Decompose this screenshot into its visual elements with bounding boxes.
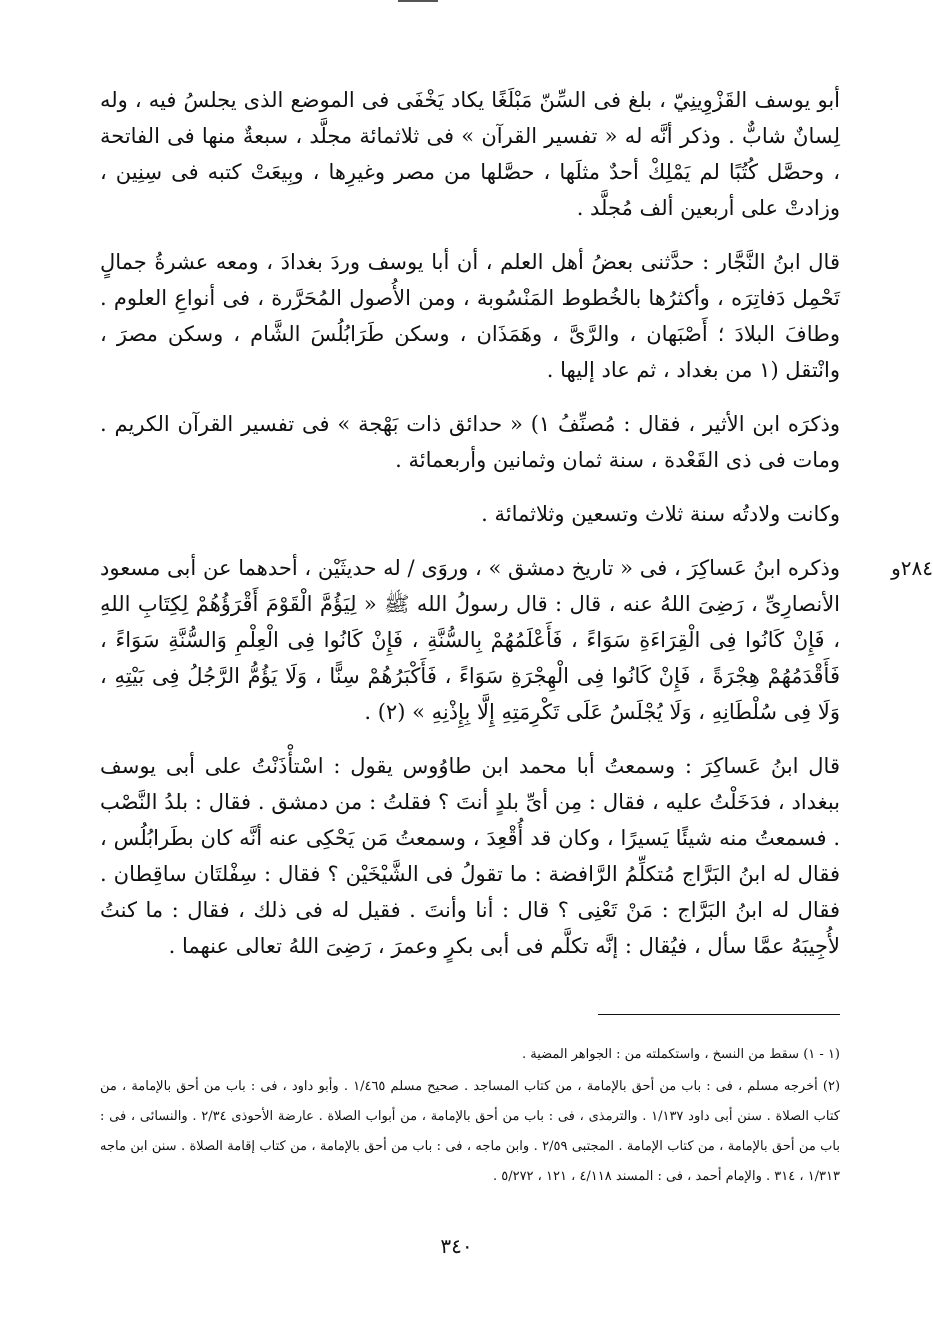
paragraph: قال ابنُ النَّجَّار : حدَّثنى بعضُ أهل العلم ، أن أبا يوسف وردَ بغدادَ ، ومعه عشرةُ جمالٍ تَحْمِل دَفاتِرَه ، وأكثرُها بالخُطوط المَنْسُوبة ، ومن الأُصول المُحَرَّرة ، فى أنواعِ العلوم . وطافَ البلادَ ؛ أَصْبَهان ، والرَّىَّ ، وهَمَذَان ، وسكن طَرَابُلُسَ الشَّام ، وسكن مصرَ ، وانْتقل (١ من بغداد ، ثم عاد إليها .: [100, 250, 840, 382]
footnote-separator: [598, 1014, 840, 1015]
hadith-paragraph-wrapper: [100, 550, 933, 730]
main-text: [100, 82, 933, 982]
footnotes: [100, 1040, 840, 1194]
paragraph: وكانت ولادتُه سنة ثلاث وتسعين وثلاثمائة .: [481, 502, 840, 526]
paragraph: أبو يوسف القَزْوِينِيّ ، بلغ فى السِّنّ مَبْلَغًا يكاد يَخْفَى فى الموضع الذى يجلسُ فيه ، وله لِسانٌ شابٌّ . وذكر أنَّه له « تفسير القرآن » فى ثلاثمائة مجلَّد ، سبعةٌ منها فى الفاتحة ، وحصَّل كُتُبًا لم يَمْلِكْ أحدٌ مثلَها ، حصَّلها من مصر وغيرِها ، وبِيعَتْ كتبه فى سِنِين ، وزادتْ على أربعين ألف مُجلَّد .: [100, 88, 840, 220]
manuscript-folio-marker: ٢٨٤و: [891, 556, 933, 580]
top-rule: [398, 0, 438, 2]
paragraph: قال ابنُ عَساكِرَ : وسمعتُ أبا محمد ابن طاوُوس يقول : اسْتأْذَنْتُ على أبى يوسف ببغداد ، فدَخَلْتُ عليه ، فقال : مِن أىِّ بلدٍ أنتَ ؟ فقلتُ : من دمشق . فقال : بلدُ النَّصْب . فسمعتُ منه شيئًا يَسيرًا ، وكان قد أُقْعِدَ ، وسمعتُ مَن يَحْكِى عنه أنَّه كان بطَرابُلُس ، فقال له ابنُ البَرَّاج مُتكلِّمُ الرَّافضة : ما تقولُ فى الشَّيْخَيْن ؟ فقال : سِفْلتَان ساقِطان . فقال له ابنُ البَرَّاج : مَنْ تَعْنِى ؟ قال : أنا وأنتَ . فقيل له فى ذلك ، فقال : ما كنتُ لأُجِيبَهُ عمَّا سأل ، فيُقال : إنَّه تكلَّم فى أبى بكرٍ وعمرَ ، رَضِىَ اللهُ تعالى عنهما .: [100, 754, 840, 958]
footnote: (٢) أخرجه مسلم ، فى : باب من أحق بالإمامة ، من كتاب المساجد . صحيح مسلم ١/٤٦٥ . وأبو داود ، فى : باب من أحق بالإمامة ، من كتاب الصلاة . سنن أبى داود ١/١٣٧ . والترمذى ، فى : باب من أحق بالإمامة ، من أبواب الصلاة . عارضة الأحوذى ٢/٣٤ . والنسائى ، فى : باب من أحق بالإمامة ، من كتاب الإمامة . المجتبى ٢/٥٩ . وابن ماجه ، فى : باب من أحق بالإمامة ، من كتاب إقامة الصلاة . سنن ابن ماجه ١/٣١٣ ، ٣١٤ . والإمام أحمد ، فى : المسند ٤/١١٨ ، ١٢١ ، ٥/٢٧٢ .: [100, 1079, 841, 1184]
paragraph: وذكرَه ابن الأثير ، فقال : مُصنِّفُ ١) « حدائق ذات بَهْجة » فى تفسير القرآن الكريم . ومات فى ذى القَعْدة ، سنة ثمان وثمانين وأربعمائة .: [100, 412, 840, 472]
paragraph: وذكره ابنُ عَساكِرَ ، فى « تاريخ دمشق » ، وروَى / له حديثَيْن ، أحدهما عن أبى مسعود الأنصارِىِّ ، رَضِىَ اللهُ عنه ، قال : قال رسولُ الله ﷺ « لِيَؤُمَّ الْقَوْمَ أَقْرَؤُهُمْ لِكِتَابِ اللهِ ، فَإِنْ كَانُوا فِى الْقِرَاءَةِ سَوَاءً ، فَأَعْلَمُهُمْ بِالسُّنَّةِ ، فَإِنْ كَانُوا فِى الْعِلْمِ وَالسُّنَّةِ سَوَاءً ، فَأَقْدَمُهُمْ هِجْرَةً ، فَإِنْ كَانُوا فِى الْهِجْرَةِ سَوَاءً ، فَأَكْبَرُهُمْ سِنًّا ، وَلَا يَؤُمُّ الرَّجُلُ فِى بَيْتِهِ ، وَلَا فِى سُلْطَانِهِ ، وَلَا يُجْلَسُ عَلَى تَكْرِمَتِهِ إِلَّا بِإِذْنِهِ » (٢) .: [100, 556, 840, 724]
page-number: ٣٤٠: [440, 1234, 473, 1258]
footnote: (١ - ١) سقط من النسخ ، واستكملته من : الجواهر المضية .: [521, 1047, 840, 1062]
